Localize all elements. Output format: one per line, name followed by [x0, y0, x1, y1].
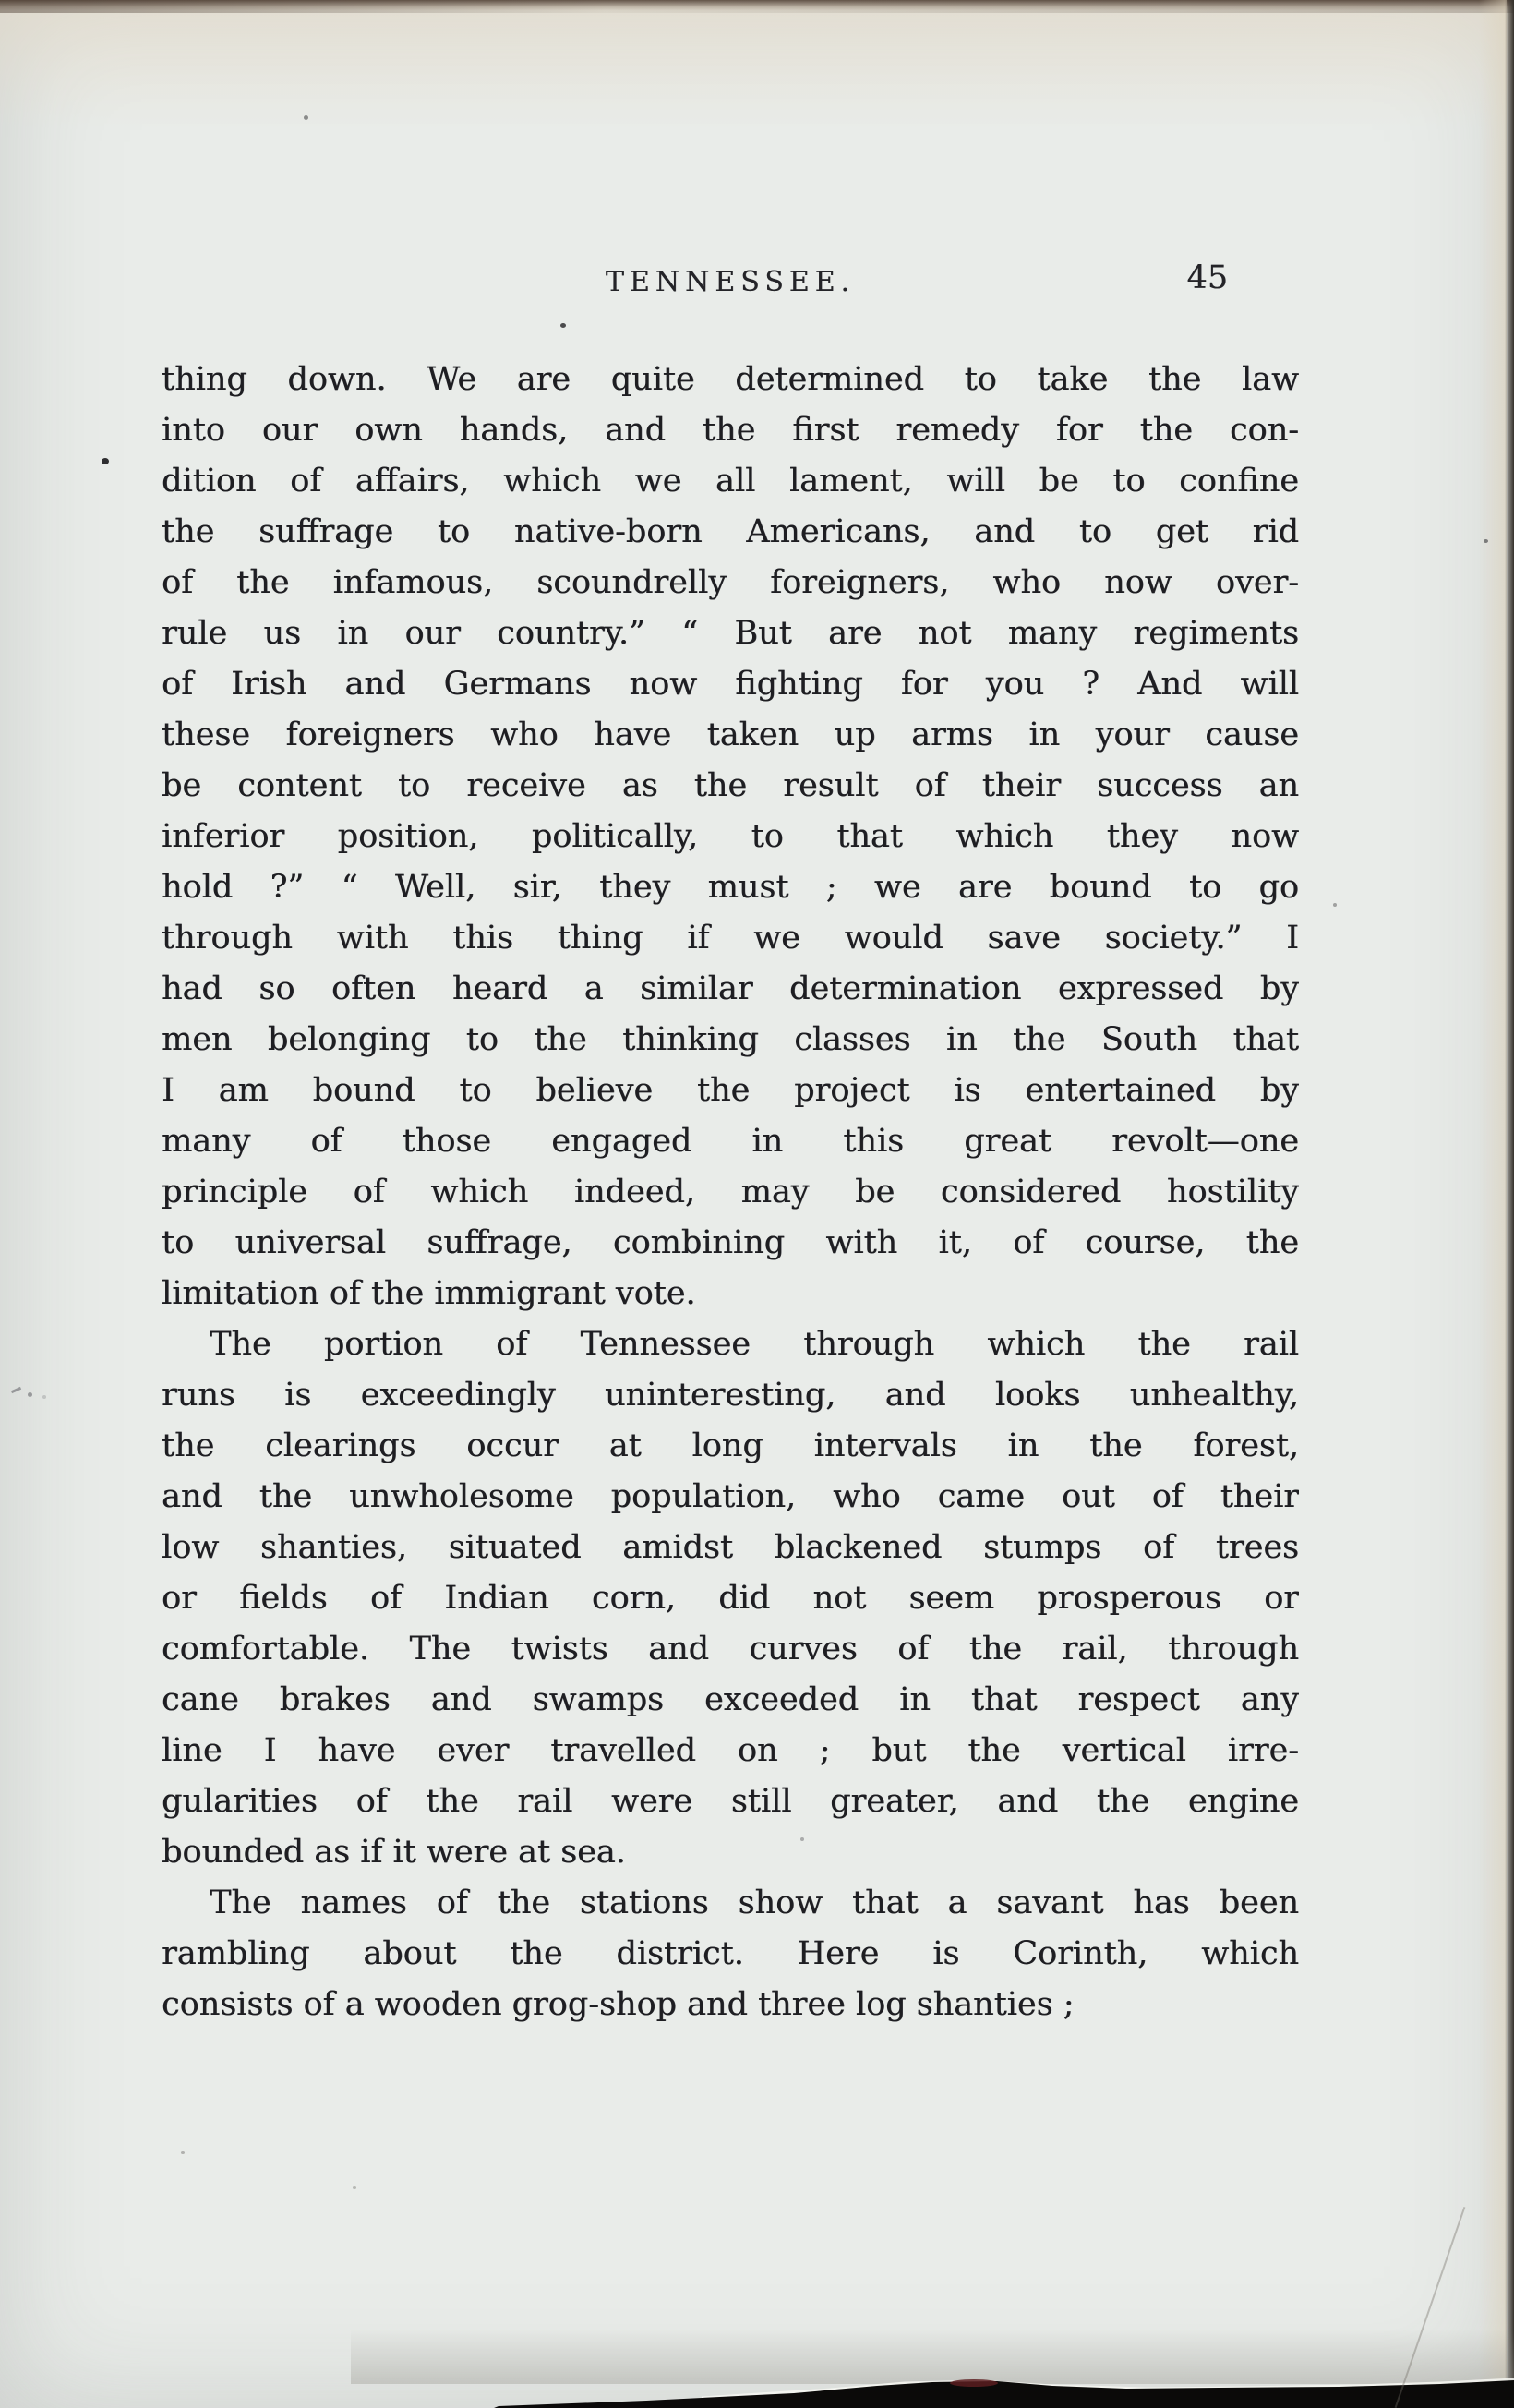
text-line: of the infamous, scoundrelly foreigners, who now over-: [162, 564, 1299, 601]
text-line: these foreigners who have taken up arms in your cause: [162, 716, 1299, 753]
paragraph: [162, 1878, 1299, 2030]
pencil-mark: [11, 1387, 21, 1393]
text-line: The portion of Tennessee through which the rail: [210, 1326, 1299, 1363]
paragraph: [162, 355, 1299, 1319]
red-stain: [950, 2379, 998, 2387]
text-line: rambling about the district. Here is Corinth, which: [162, 1935, 1299, 1972]
text-line: and the unwholesome population, who came out of their: [162, 1478, 1299, 1515]
text-line: limitation of the immigrant vote.: [162, 1275, 696, 1312]
text-line: principle of which indeed, may be considered hostility: [162, 1174, 1299, 1210]
paragraph: [162, 1319, 1299, 1878]
text-line: runs is exceedingly uninteresting, and looks unhealthy,: [162, 1377, 1299, 1414]
text-line: gularities of the rail were still greater, and the engine: [162, 1783, 1299, 1820]
page-title: TENNESSEE.: [605, 266, 856, 298]
ink-speck: [102, 458, 109, 464]
ink-speck: [181, 2151, 185, 2154]
ink-speck: [1333, 903, 1337, 907]
ink-speck: [304, 115, 308, 120]
text-line: low shanties, situated amidst blackened stumps of trees: [162, 1529, 1299, 1566]
running-header: [162, 266, 1299, 298]
page-number: 45: [1186, 259, 1228, 296]
ink-speck: [353, 2186, 356, 2189]
scan-top-edge-shadow: [0, 0, 1514, 13]
text-line: consists of a wooden grog-shop and three log shanties ;: [162, 1986, 1075, 2023]
text-line: the clearings occur at long intervals in the forest,: [162, 1427, 1299, 1464]
ink-speck: [560, 323, 566, 328]
text-line: bounded as if it were at sea.: [162, 1834, 626, 1871]
text-line: be content to receive as the result of their success an: [162, 767, 1299, 804]
text-line: The names of the stations show that a savant has been: [210, 1884, 1299, 1921]
scan-bottom-edge: [0, 2366, 1514, 2408]
text-line: or fields of Indian corn, did not seem prosperous or: [162, 1580, 1299, 1617]
text-line: had so often heard a similar determination expressed by: [162, 970, 1299, 1007]
page-right-edge-shadow: [1505, 0, 1514, 2408]
text-line: many of those engaged in this great revolt—one: [162, 1123, 1299, 1160]
text-line: cane brakes and swamps exceeded in that respect any: [162, 1681, 1299, 1718]
text-line: hold ?” “ Well, sir, they must ; we are bound to go: [162, 869, 1299, 906]
text-line: the suffrage to native-born Americans, and to get rid: [162, 513, 1299, 550]
text-line: comfortable. The twists and curves of the rail, through: [162, 1631, 1299, 1668]
text-line: to universal suffrage, combining with it, of course, the: [162, 1224, 1299, 1261]
text-line: dition of affairs, which we all lament, will be to confine: [162, 463, 1299, 500]
text-line: rule us in our country.” “ But are not many regiments: [162, 615, 1299, 652]
text-line: of Irish and Germans now fighting for you ? And will: [162, 666, 1299, 703]
pencil-mark: [42, 1395, 46, 1399]
text-line: inferior position, politically, to that which they now: [162, 818, 1299, 855]
text-line: into our own hands, and the first remedy for the con-: [162, 412, 1299, 449]
page-right-edge-highlight: [1479, 0, 1507, 2408]
text-line: men belonging to the thinking classes in the South that: [162, 1021, 1299, 1058]
ink-speck: [1484, 539, 1488, 543]
body-text: [162, 355, 1299, 2030]
pencil-mark: [28, 1392, 32, 1397]
text-line: line I have ever travelled on ; but the vertical irre-: [162, 1732, 1299, 1769]
paper-warm-tint: [0, 0, 1514, 129]
text-line: through with this thing if we would save society.” I: [162, 920, 1299, 957]
text-line: I am bound to believe the project is entertained by: [162, 1072, 1299, 1109]
text-line: thing down. We are quite determined to take the law: [162, 361, 1299, 398]
